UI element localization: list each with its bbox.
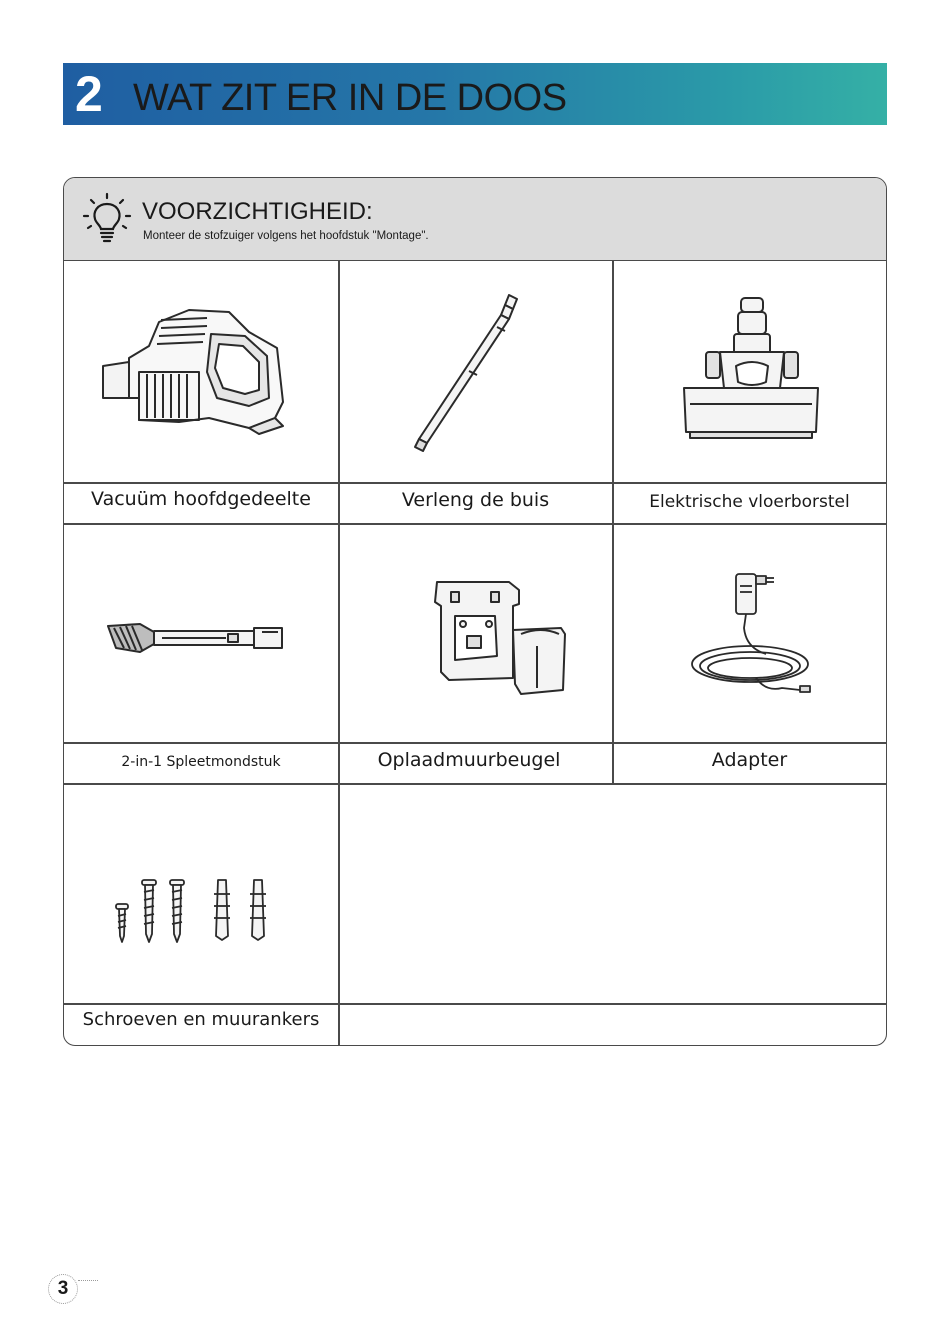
- grid-divider: [338, 260, 340, 1045]
- floor-brush-icon: [676, 292, 826, 456]
- grid-divider: [64, 523, 886, 525]
- grid-divider: [64, 1003, 886, 1005]
- grid-divider: [612, 260, 614, 784]
- item-label: Verleng de buis: [401, 489, 550, 511]
- item-label: Elektrische vloerborstel: [649, 492, 850, 512]
- contents-table: [63, 177, 887, 1046]
- caution-title: VOORZICHTIGHEID:: [142, 198, 373, 225]
- adapter-icon: [686, 568, 816, 712]
- caution-text: Monteer de stofzuiger volgens het hoofdstuk "Montage".: [143, 230, 429, 242]
- screws-anchors-icon: [114, 876, 274, 952]
- item-label: Adapter: [711, 749, 788, 771]
- crevice-tool-icon: [106, 618, 286, 662]
- page-number: 3: [48, 1274, 78, 1304]
- item-label: 2-in-1 Spleetmondstuk: [121, 754, 281, 770]
- vacuum-main-body-icon: [99, 302, 289, 446]
- grid-divider: [64, 742, 886, 744]
- item-label: Vacuüm hoofdgedeelte: [91, 488, 311, 510]
- grid-divider: [64, 783, 886, 785]
- wall-bracket-icon: [429, 576, 569, 702]
- section-header: [63, 63, 887, 125]
- section-title: WAT ZIT ER IN DE DOOS: [133, 77, 567, 119]
- extension-tube-icon: [409, 293, 539, 457]
- grid-divider: [64, 482, 886, 484]
- page-number-dots: [78, 1280, 98, 1281]
- section-number: 2: [75, 66, 103, 122]
- item-label: Schroeven en muurankers: [82, 1009, 320, 1030]
- lightbulb-icon: [82, 192, 132, 248]
- item-label: Oplaadmuurbeugel: [377, 749, 561, 771]
- caution-banner: [64, 178, 886, 261]
